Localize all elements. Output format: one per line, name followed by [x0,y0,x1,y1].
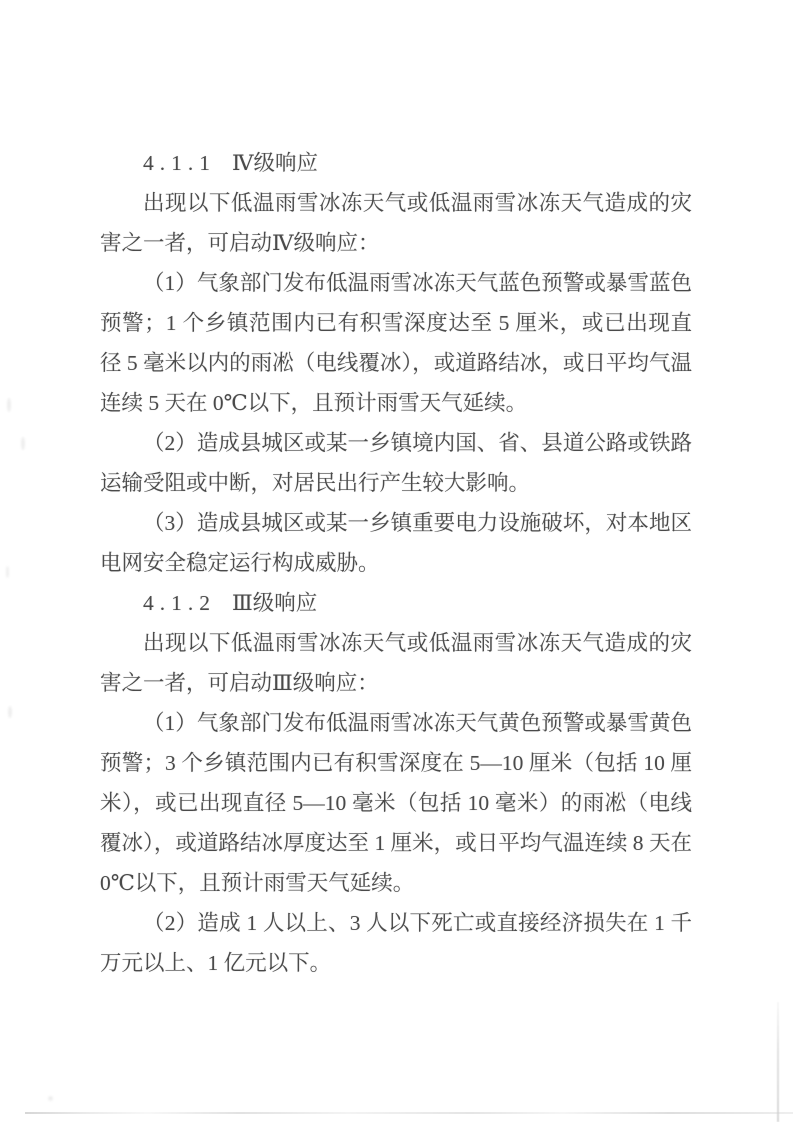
scan-artifact-right-edge [777,1002,779,1122]
paragraph-item-3: （3）造成县城区或某一乡镇重要电力设施破坏，对本地区电网安全稳定运行构成威胁。 [100,511,692,575]
heading-number: 4.1.1 [143,151,216,175]
section-heading [100,583,692,623]
paragraph-intro: 出现以下低温雨雪冰冻天气或低温雨雪冰冻天气造成的灾害之一者，可启动Ⅲ级响应： [100,631,692,695]
section-4-1-2 [100,583,692,983]
section-heading [100,143,692,183]
heading-title: Ⅲ级响应 [232,591,318,615]
paragraph-item-1: （1）气象部门发布低温雨雪冰冻天气黄色预警或暴雪黄色预警；3 个乡镇范围内已有积雪深度在 5—10 厘米（包括 10 厘米），或已出现直径 5—10 毫米（包括 10 毫米）的雨凇（电线覆冰），或道路结冰厚度达至 1 厘米，或日平均气温连续 8 天在 0℃以下，且预计雨雪天气延续。 [100,711,692,895]
scan-smudge [6,566,9,578]
document-body [100,143,692,983]
scan-smudge [48,1096,53,1101]
paragraph-item-2: （2）造成 1 人以上、3 人以下死亡或直接经济损失在 1 千万元以上、1 亿元以下。 [100,911,692,975]
scan-artifact-bottom-edge [25,1112,793,1114]
paragraph-intro: 出现以下低温雨雪冰冻天气或低温雨雪冰冻天气造成的灾害之一者，可启动Ⅳ级响应： [100,191,692,255]
scan-smudge [7,398,11,412]
paragraph-item-1: （1）气象部门发布低温雨雪冰冻天气蓝色预警或暴雪蓝色预警；1 个乡镇范围内已有积雪深度达至 5 厘米，或已出现直径 5 毫米以内的雨凇（电线覆冰），或道路结冰，或日平均气温连续 5 天在 0℃以下，且预计雨雪天气延续。 [100,271,692,415]
paragraph-item-2: （2）造成县城区或某一乡镇境内国、省、县道公路或铁路运输受阻或中断，对居民出行产生较大影响。 [100,431,692,495]
scan-smudge [8,706,12,718]
scan-smudge [21,437,25,450]
section-4-1-1 [100,143,692,583]
heading-title: Ⅳ级响应 [232,151,318,175]
heading-number: 4.1.2 [143,591,216,615]
